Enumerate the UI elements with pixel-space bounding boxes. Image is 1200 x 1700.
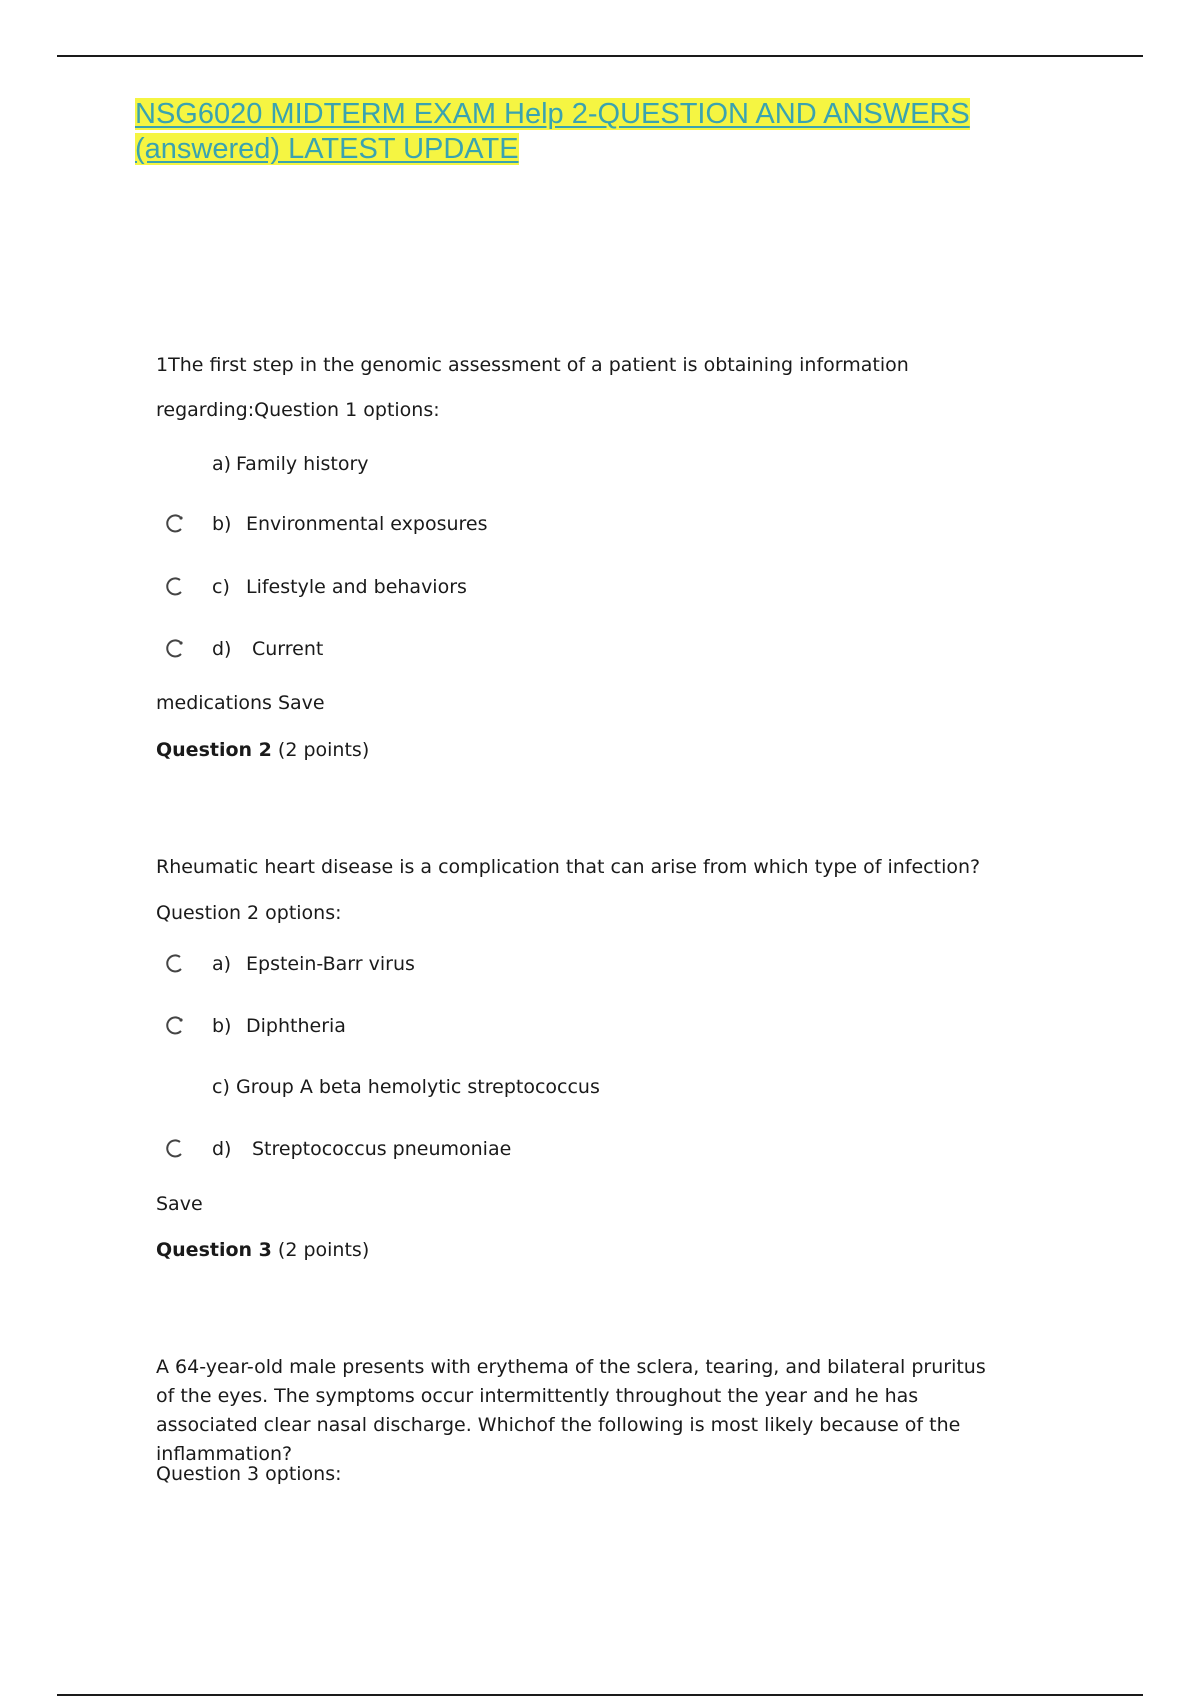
option-letter: c) bbox=[212, 576, 230, 598]
q2-option-b[interactable] bbox=[160, 1011, 346, 1041]
option-text: Current bbox=[252, 638, 324, 660]
q1-option-d[interactable] bbox=[160, 634, 323, 664]
option-text: Streptococcus pneumoniae bbox=[252, 1138, 512, 1160]
title-line-2: (answered) LATEST UPDATE bbox=[135, 133, 519, 165]
option-text: Diphtheria bbox=[246, 1015, 346, 1037]
radio-button-icon[interactable] bbox=[160, 572, 190, 602]
radio-button-icon[interactable] bbox=[160, 949, 190, 979]
q3-options-label: Question 3 options: bbox=[156, 1463, 342, 1485]
q1-text-line-1: 1The first step in the genomic assessment of a patient is obtaining information bbox=[156, 354, 909, 376]
q2-text: Rheumatic heart disease is a complication that can arise from which type of infection? bbox=[156, 856, 981, 878]
option-letter: a) bbox=[212, 453, 232, 475]
option-text: Family history bbox=[236, 453, 369, 475]
q2-option-c bbox=[212, 1072, 600, 1102]
q3-text: A 64-year-old male presents with erythema of the sclera, tearing, and bilateral pruritus of the eyes. The symptoms occur intermittently throughout the year and he has associated clear nasal discharge. Whichof the following is most likely because of the inflammation? bbox=[156, 1356, 986, 1465]
bottom-rule bbox=[57, 1694, 1143, 1696]
option-letter: d) bbox=[212, 638, 232, 660]
q2-save-text: Save bbox=[156, 1193, 203, 1215]
option-text: Environmental exposures bbox=[246, 513, 488, 535]
title-line-1: NSG6020 MIDTERM EXAM Help 2-QUESTION AND ANSWERS bbox=[135, 98, 970, 130]
q1-option-b[interactable] bbox=[160, 509, 488, 539]
radio-button-icon[interactable] bbox=[160, 509, 190, 539]
q1-text-line-2: regarding:Question 1 options: bbox=[156, 399, 440, 421]
q1-trailing-text: medications Save bbox=[156, 692, 325, 714]
q3-header bbox=[156, 1236, 369, 1265]
q2-header-label: Question 2 bbox=[156, 739, 272, 761]
q2-option-d[interactable] bbox=[160, 1134, 511, 1164]
q3-header-points: (2 points) bbox=[271, 1239, 370, 1261]
top-rule bbox=[57, 55, 1143, 57]
option-letter: b) bbox=[212, 513, 232, 535]
radio-button-icon[interactable] bbox=[160, 1011, 190, 1041]
q3-header-label: Question 3 bbox=[156, 1239, 272, 1261]
option-letter: a) bbox=[212, 953, 232, 975]
option-letter: c) bbox=[212, 1076, 230, 1098]
option-text: Group A beta hemolytic streptococcus bbox=[236, 1076, 600, 1098]
option-text: Lifestyle and behaviors bbox=[246, 576, 467, 598]
q2-options-label: Question 2 options: bbox=[156, 902, 342, 924]
q1-option-a bbox=[212, 449, 369, 479]
q2-header-points: (2 points) bbox=[271, 739, 370, 761]
q2-header bbox=[156, 736, 369, 765]
option-text: Epstein-Barr virus bbox=[246, 953, 415, 975]
radio-button-icon[interactable] bbox=[160, 1134, 190, 1164]
radio-button-icon[interactable] bbox=[160, 634, 190, 664]
q2-option-a[interactable] bbox=[160, 949, 415, 979]
option-letter: b) bbox=[212, 1015, 232, 1037]
option-letter: d) bbox=[212, 1138, 232, 1160]
q1-option-c[interactable] bbox=[160, 572, 467, 602]
document-title bbox=[135, 97, 1035, 167]
